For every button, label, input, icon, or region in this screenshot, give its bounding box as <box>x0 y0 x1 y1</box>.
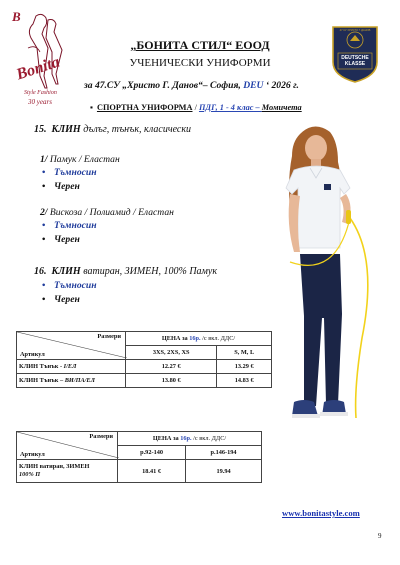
school-line <box>84 80 299 91</box>
item-16-desc: ватиран, ЗИМЕН, 100% Памук <box>80 266 218 277</box>
svg-text:B: B <box>12 9 21 24</box>
deutsche-klasse-badge <box>330 24 380 84</box>
school-deu: DEU <box>243 80 264 91</box>
table-1-row-1-name: КЛИН Тънък - I/ЕЛ <box>17 360 126 374</box>
badge-ring-text: 47 СУ ХРИСТО Г. ДАНОВ <box>339 29 371 32</box>
website-link[interactable]: www.bonitastyle.com <box>282 508 360 518</box>
option-1-color-2: • Черен <box>42 181 80 192</box>
section-bullet: ▪ <box>90 103 93 112</box>
option-2-text: Вискоза / Полиамид / Еластан <box>47 207 174 218</box>
option-2-color-2: • Черен <box>42 234 80 245</box>
model-illustration <box>266 122 384 426</box>
table-1-article-label: Артикул <box>20 351 45 358</box>
price-table-1 <box>16 331 272 388</box>
table-row <box>17 360 272 374</box>
logo-years: 30 years <box>28 98 52 106</box>
table-1-row-2-name: КЛИН Тънък – ВИ/ПА/ЕЛ <box>17 374 126 388</box>
option-2-color-1: • Тъмносин <box>42 220 97 231</box>
option-1-text: Памук / Еластан <box>47 154 120 165</box>
table-2-sizes-label: Размери <box>89 433 113 440</box>
option-1-color-1: • Тъмносин <box>42 167 97 178</box>
page-number: 9 <box>378 532 382 540</box>
section-heading <box>90 103 302 112</box>
table-2-size-col-1: р.92-140 <box>118 446 186 460</box>
section-gender: Момичета <box>261 103 302 112</box>
section-sport: СПОРТНА УНИФОРМА <box>96 103 193 112</box>
option-2-heading <box>40 207 174 218</box>
section-slash: / <box>192 103 199 112</box>
item-16-number: 16. <box>34 266 47 277</box>
option-1-number: 1/ <box>40 154 48 165</box>
table-1-row-2-price-2: 14.83 € <box>217 374 272 388</box>
option-1-heading <box>40 154 120 165</box>
price-table-2 <box>16 431 262 483</box>
item-15-number: 15. <box>34 124 47 135</box>
section-grade: ПДГ, 1 - 4 клас <box>198 103 254 112</box>
table-1-row-2-price-1: 13.80 € <box>126 374 217 388</box>
table-2-corner <box>17 432 118 460</box>
item-16-name: КЛИН <box>51 266 81 277</box>
table-1-size-col-2: S, M, L <box>217 346 272 360</box>
badge-name: DEUTSCHE KLASSE <box>341 55 369 67</box>
logo-tagline: Style Fashion <box>24 90 57 96</box>
table-1-row-1-price-2: 13.29 € <box>217 360 272 374</box>
school-name: за 47.СУ „Христо Г. Данов“– София, <box>84 80 244 91</box>
table-1-price-header: ЦЕНА за 16р. /с вкл. ДДС/ <box>126 332 272 346</box>
item-15-desc: дълъг, тънък, класически <box>80 124 192 135</box>
document-subtitle: УЧЕНИЧЕСКИ УНИФОРМИ <box>129 57 271 69</box>
item-15-heading <box>34 124 191 135</box>
item-16-color-1: • Тъмносин <box>42 280 97 291</box>
table-row <box>17 374 272 388</box>
table-1-sizes-label: Размери <box>97 333 121 340</box>
table-1-corner <box>17 332 126 360</box>
item-15-name: КЛИН <box>51 124 81 135</box>
logo-wordmark: Bonita <box>14 53 62 84</box>
item-16-heading <box>34 266 217 277</box>
table-2-row-1-price-1: 18.41 € <box>118 460 186 483</box>
model-photo <box>266 122 384 426</box>
table-row <box>17 460 262 483</box>
table-2-row-1-name: КЛИН ватиран, ЗИМЕН 100% П <box>17 460 118 483</box>
table-2-size-col-2: р.146-194 <box>186 446 262 460</box>
table-2-price-header: ЦЕНА за 16р. /с вкл. ДДС/ <box>118 432 262 446</box>
school-year: ‘ 2026 г. <box>263 80 299 91</box>
item-16-color-2: • Черен <box>42 294 80 305</box>
section-dash: – <box>253 103 262 112</box>
table-1-size-col-1: 3XS, 2XS, XS <box>126 346 217 360</box>
table-2-row-1-price-2: 19.94 <box>186 460 262 483</box>
option-2-number: 2/ <box>40 207 48 218</box>
table-1-row-1-price-1: 12.27 € <box>126 360 217 374</box>
table-2-article-label: Артикул <box>20 451 45 458</box>
company-name: „БОНИТА СТИЛ“ ЕООД <box>130 38 270 52</box>
